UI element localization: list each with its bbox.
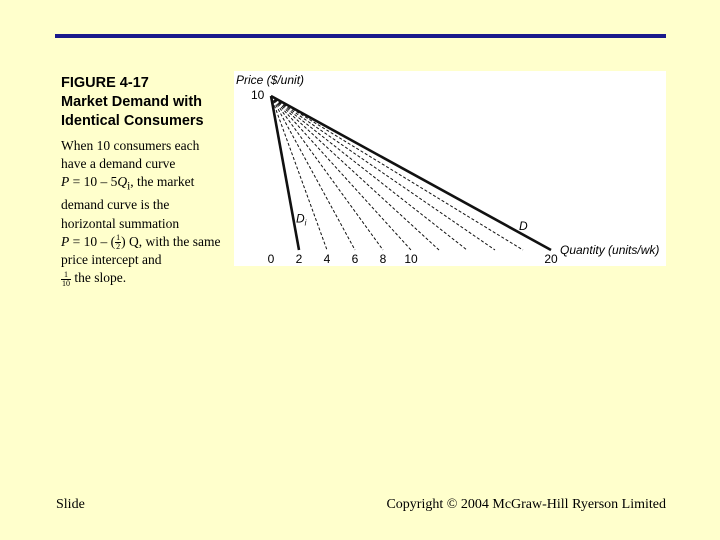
curve-n4	[271, 96, 383, 250]
x-tick-labels	[268, 252, 558, 266]
x-tick-0: 0	[267, 252, 275, 266]
caption-line3-end: , the market	[130, 174, 195, 190]
curve-n7	[271, 96, 467, 250]
half-num: 1	[116, 233, 121, 243]
caption-eq: = 10 – 5	[69, 174, 118, 190]
caption-line3	[61, 173, 246, 196]
tenth-num: 1	[61, 271, 71, 280]
chart-area	[234, 71, 666, 266]
curve-n9	[271, 96, 523, 250]
x-tick-20: 20	[544, 252, 558, 266]
curve-n2	[271, 96, 327, 250]
caption-line7: price intercept and	[61, 252, 162, 268]
caption-line5: horizontal summation	[61, 215, 180, 231]
x-axis-label: Quantity (units/wk)	[560, 243, 660, 257]
footer-copyright: Copyright © 2004 McGraw-Hill Ryerson Limited	[386, 497, 666, 512]
caption-q: Q	[117, 174, 128, 190]
caption-line6	[61, 233, 246, 251]
caption-line6-a: = 10 – (	[69, 233, 116, 249]
caption-line2: have a demand curve	[61, 156, 176, 172]
figure-title-line2: Identical Consumers	[61, 113, 204, 129]
half-den: 2	[116, 242, 121, 252]
figure-heading	[61, 74, 241, 131]
top-rule	[55, 34, 666, 38]
tenth-den: 10	[62, 278, 70, 288]
figure-caption	[61, 137, 246, 288]
demand-curves	[271, 96, 551, 250]
caption-q-sub: i	[127, 181, 131, 194]
x-tick-6: 6	[351, 252, 359, 266]
x-tick-4: 4	[323, 252, 331, 266]
y-axis-label: Price ($/unit)	[236, 73, 305, 87]
tenth-fraction	[61, 271, 71, 288]
caption-p: P	[61, 174, 70, 190]
curve-n6	[271, 96, 439, 250]
caption-line4: demand curve is the	[61, 197, 170, 213]
x-tick-10: 10	[404, 252, 418, 266]
curve-n5	[271, 96, 411, 250]
demand-chart	[234, 71, 666, 266]
caption-line1: When 10 consumers each	[61, 138, 200, 153]
curve-label-D: D	[519, 218, 528, 233]
x-tick-2: 2	[295, 252, 303, 266]
curve-D_i	[271, 96, 299, 250]
curve-labels	[296, 211, 528, 233]
y-tick-label: 10	[251, 88, 265, 102]
caption-line8	[61, 269, 246, 287]
caption-p2: P	[61, 233, 70, 249]
figure-label: FIGURE 4-17	[61, 75, 149, 91]
curve-label-sub-D_i: i	[304, 218, 307, 228]
caption-line6-b: ) Q, with the same	[121, 233, 221, 249]
figure-title-line1: Market Demand with	[61, 94, 202, 110]
caption-line8-b: the slope.	[71, 270, 127, 286]
footer-slide: Slide	[56, 497, 85, 512]
x-tick-8: 8	[379, 252, 387, 266]
curve-label-D_i: $D_i$	[296, 211, 307, 228]
